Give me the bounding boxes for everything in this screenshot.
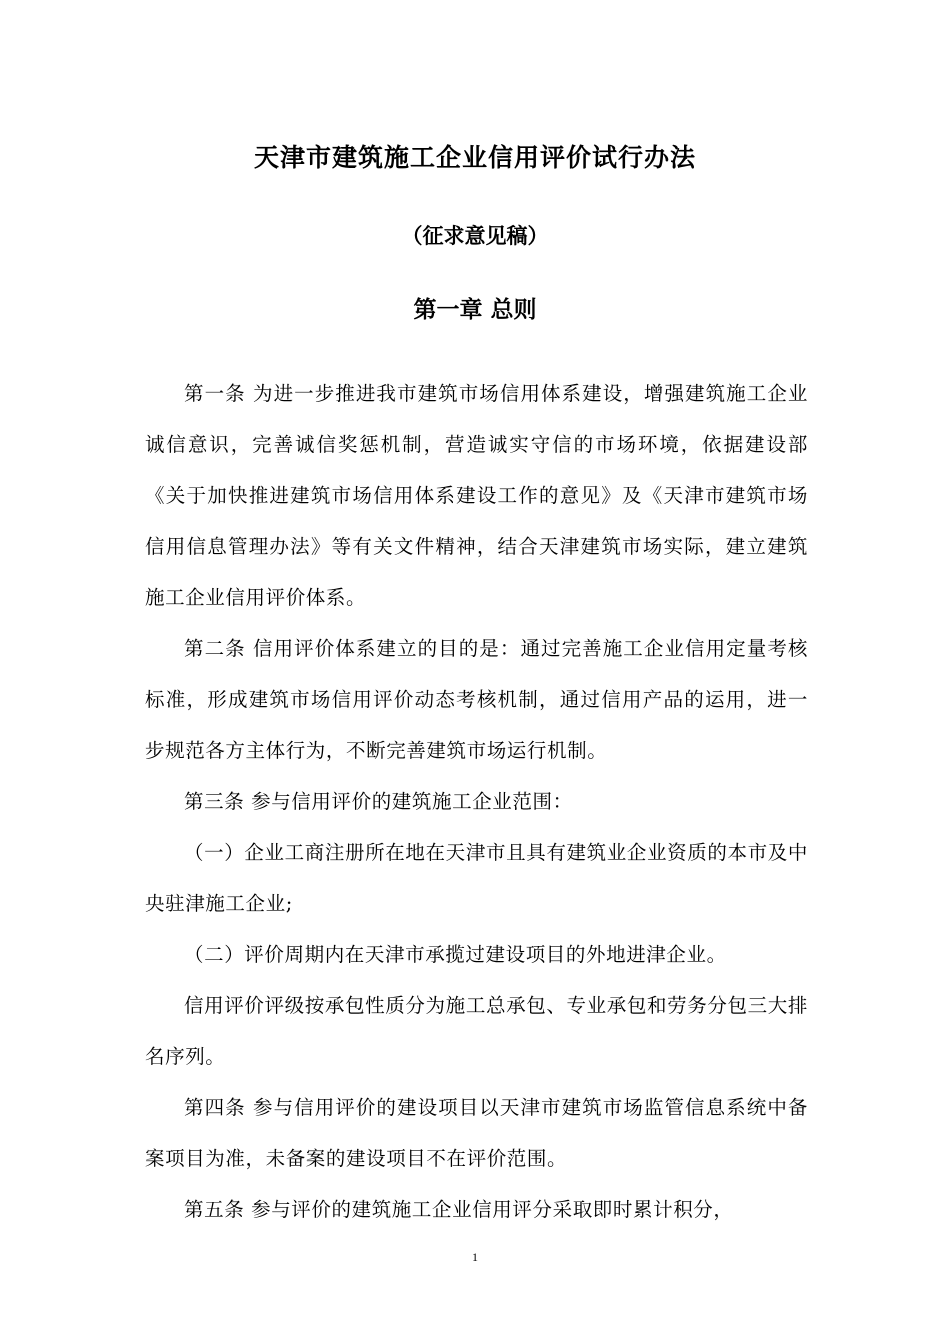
ranking-sequence-paragraph: 信用评价评级按承包性质分为施工总承包、专业承包和劳务分包三大排名序列。 — [145, 994, 808, 1068]
article-5-paragraph: 第五条 参与评价的建筑施工企业信用评分采取即时累计积分， — [184, 1198, 734, 1221]
chapter-heading: 第一章 总则 — [413, 296, 537, 323]
document-subtitle: （征求意见稿） — [401, 224, 549, 248]
article-1-paragraph: 第一条 为进一步推进我市建筑市场信用体系建设，增强建筑施工企业诚信意识，完善诚信奖惩机制，营造诚实守信的市场环境，依据建设部《关于加快推进建筑市场信用体系建设工作的意见》及《天津市建筑市场信用信息管理办法》等有关文件精神，结合天津建筑市场实际，建立建筑施工企业信用评价体系。 — [145, 382, 808, 609]
page-number: 1 — [472, 1250, 478, 1264]
document-title: 天津市建筑施工企业信用评价试行办法 — [253, 143, 696, 172]
article-3-paragraph: 第三条 参与信用评价的建筑施工企业范围： — [184, 790, 573, 813]
article-4-paragraph: 第四条 参与信用评价的建设项目以天津市建筑市场监管信息系统中备案项目为准，未备案的建设项目不在评价范围。 — [145, 1096, 808, 1170]
article-2-paragraph: 第二条 信用评价体系建立的目的是：通过完善施工企业信用定量考核标准，形成建筑市场信用评价动态考核机制，通过信用产品的运用，进一步规范各方主体行为，不断完善建筑市场运行机制。 — [145, 637, 808, 762]
article-3-item-1: （一）企业工商注册所在地在天津市且具有建筑业企业资质的本市及中央驻津施工企业; — [145, 841, 808, 915]
document-body — [145, 368, 808, 1235]
article-3-item-2: （二）评价周期内在天津市承揽过建设项目的外地进津企业。 — [184, 943, 727, 966]
